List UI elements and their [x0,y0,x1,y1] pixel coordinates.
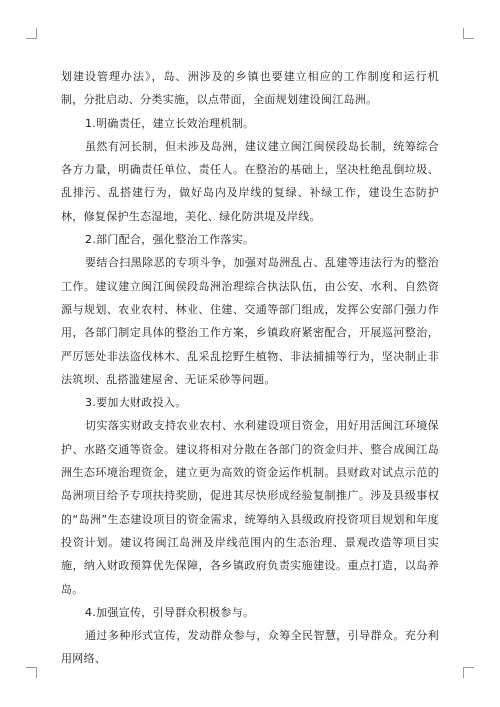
section-heading: 3.要加大财政投入。 [85,396,187,410]
section-heading: 4.加强宣传，引导群众积极参与。 [85,605,255,619]
crop-mark-top-left [26,28,37,39]
section-heading: 1.明确责任，建立长效治理机制。 [85,116,255,130]
paragraph: 切实落实财政支持农业农村、水利建设项目资金，用好用活闽江环境保护、水路交通等资金。建议将相对分散在各部门的资金归并、整合成闽江岛洲生态环境治理资金，建立更为高效的资金运作机制。县财政对试点示范的岛洲项目给予专项扶持奖励，促进其尽快形成经验复制推广。涉及县级事权的“岛洲”生态建设项目的资金需求，统筹纳入县级政府投资项目规划和年度投资计划。建议将闽江岛洲及岸线范围内的生态治理、景观改造等项目实施，纳入财政预算优先保障，各乡镇政府负责实施建设。重点打造，以岛养岛。 [61,419,439,596]
paragraph: 划建设管理办法》，岛、洲涉及的乡镇也要建立相应的工作制度和运行机制，分批启动、分类实施，以点带面，全面规划建设闽江岛洲。 [61,70,439,107]
document-body [61,65,439,671]
paragraph: 虽然有河长制，但未涉及岛洲，建议建立闽江闽侯段岛长制，统筹综合各方力量，明确责任单位、责任人。在整治的基础上，坚决杜绝乱倒垃圾、乱排污、乱搭建行为，做好岛内及岸线的复绿、补绿工作，建设生态防护林，修复保护生态湿地，美化、绿化防洪堤及岸线。 [61,139,439,223]
paragraph: 通过多种形式宣传，发动群众参与，众筹全民智慧，引导群众。充分利用网络、 [61,629,439,666]
section-heading: 2.部门配合，强化整治工作落实。 [85,233,255,247]
crop-mark-bottom-left [26,667,37,678]
crop-mark-top-right [463,28,474,39]
paragraph: 要结合扫黑除恶的专项斗争，加强对岛洲乱占、乱建等违法行为的整治工作。建议建立闽江闽侯段岛洲治理综合执法队伍，由公安、水利、自然资源与规划、农业农村、林业、住建、交通等部门组成，发挥公安部门强力作用，各部门制定具体的整治工作方案，乡镇政府紧密配合，开展巡河整治，严厉惩处非法盗伐林木、乱采乱挖野生植物、非法捕捕等行为，坚决制止非法筑坝、乱搭滥建屋舍、无证采砂等问题。 [61,256,439,386]
crop-mark-bottom-right [463,667,474,678]
